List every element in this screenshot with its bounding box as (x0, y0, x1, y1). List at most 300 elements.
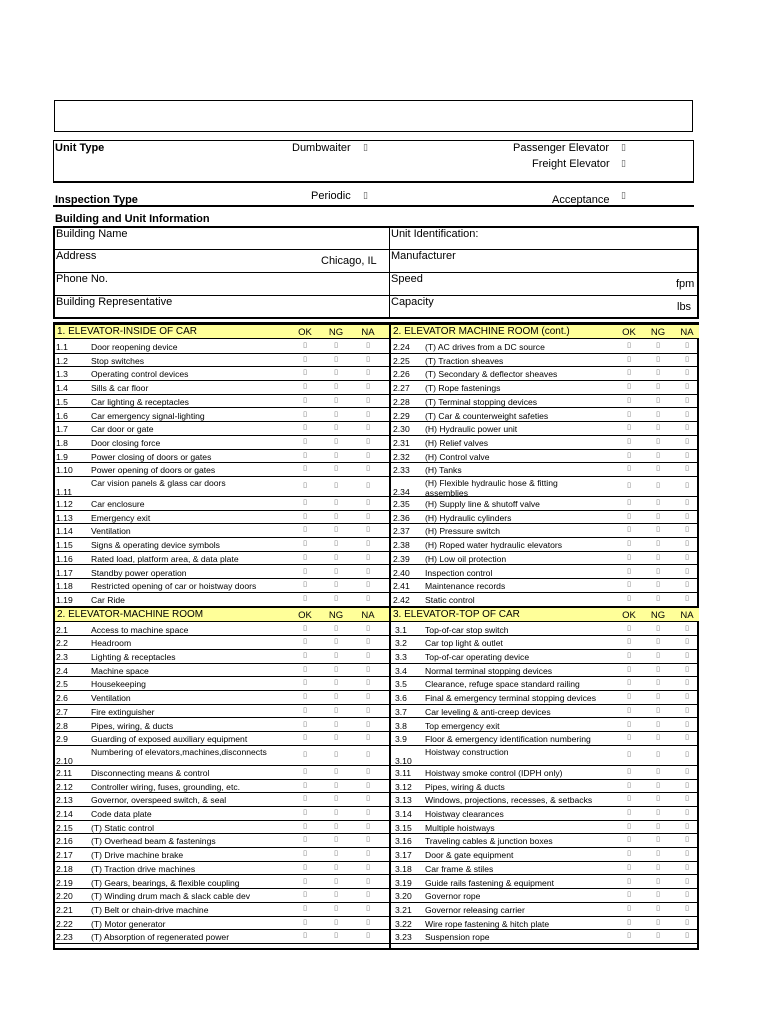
ok-checkbox[interactable]: ▯ (303, 719, 307, 728)
item-description: Lighting & receptacles (91, 652, 176, 662)
na-checkbox[interactable]: ▯ (366, 354, 370, 363)
ng-checkbox[interactable]: ▯ (334, 664, 338, 673)
ok-checkbox[interactable]: ▯ (303, 651, 307, 659)
ok-checkbox[interactable]: ▯ (627, 794, 631, 803)
na-checkbox[interactable]: ▯ (366, 903, 370, 912)
ok-checkbox[interactable]: ▯ (303, 780, 307, 789)
na-checkbox[interactable]: ▯ (685, 423, 689, 432)
ok-checkbox[interactable]: ▯ (627, 862, 631, 871)
ng-checkbox[interactable]: ▯ (656, 511, 660, 520)
ok-checkbox[interactable]: ▯ (627, 917, 631, 926)
na-checkbox[interactable]: ▯ (685, 368, 689, 377)
ng-checkbox[interactable]: ▯ (334, 436, 338, 445)
na-checkbox[interactable]: ▯ (366, 423, 370, 432)
ok-checkbox[interactable]: ▯ (627, 566, 631, 575)
ok-checkbox[interactable]: ▯ (303, 862, 307, 871)
item-description: Numbering of elevators,machines,disconnects (91, 746, 267, 757)
ok-checkbox[interactable]: ▯ (627, 719, 631, 728)
item-number: 3.18 (395, 863, 412, 874)
ng-checkbox[interactable]: ▯ (334, 876, 338, 885)
item-number: 2.32 (393, 451, 410, 462)
ng-checkbox[interactable]: ▯ (656, 678, 660, 687)
na-checkbox[interactable]: ▯ (366, 780, 370, 789)
na-checkbox[interactable]: ▯ (366, 766, 370, 775)
na-checkbox[interactable]: ▯ (366, 368, 370, 377)
ok-checkbox[interactable]: ▯ (303, 464, 307, 473)
ng-checkbox[interactable]: ▯ (334, 794, 338, 803)
na-checkbox[interactable]: ▯ (685, 539, 689, 548)
na-checkbox[interactable]: ▯ (685, 566, 689, 575)
ng-checkbox[interactable]: ▯ (656, 637, 660, 646)
section-header-left-1 (55, 324, 389, 339)
na-checkbox[interactable]: ▯ (366, 794, 370, 803)
item-number: 2.27 (393, 383, 410, 394)
ng-checkbox[interactable]: ▯ (334, 539, 338, 548)
na-checkbox[interactable]: ▯ (685, 890, 689, 899)
ng-checkbox[interactable]: ▯ (656, 623, 660, 632)
na-checkbox[interactable]: ▯ (366, 733, 370, 742)
ok-checkbox[interactable]: ▯ (303, 623, 307, 632)
ng-checkbox[interactable]: ▯ (334, 382, 338, 391)
periodic-checkbox[interactable]: ▯ (363, 191, 368, 201)
ok-checkbox[interactable]: ▯ (303, 766, 307, 775)
na-checkbox[interactable]: ▯ (366, 481, 370, 489)
ok-checkbox[interactable]: ▯ (627, 382, 631, 391)
checklist-row (55, 677, 389, 691)
ng-checkbox[interactable]: ▯ (334, 464, 338, 473)
na-checkbox[interactable]: ▯ (685, 780, 689, 789)
freight-elevator-label: Freight Elevator (532, 158, 610, 170)
ok-checkbox[interactable]: ▯ (627, 464, 631, 473)
info-row-divider (55, 272, 697, 273)
ok-checkbox[interactable]: ▯ (303, 733, 307, 742)
item-number: 3.22 (395, 918, 412, 929)
item-description: Sills & car floor (91, 383, 149, 394)
na-checkbox[interactable]: ▯ (685, 525, 689, 534)
ng-checkbox[interactable]: ▯ (656, 436, 660, 445)
checklist-grid (53, 322, 699, 950)
ok-checkbox[interactable]: ▯ (627, 580, 631, 589)
ng-checkbox[interactable]: ▯ (334, 766, 338, 775)
na-checkbox[interactable]: ▯ (685, 409, 689, 418)
ok-checkbox[interactable]: ▯ (627, 395, 631, 404)
na-checkbox[interactable]: ▯ (685, 719, 689, 728)
address-field[interactable]: Address (56, 250, 97, 262)
ok-checkbox[interactable]: ▯ (303, 664, 307, 673)
item-number: 1.1 (56, 342, 68, 352)
building-representative-field[interactable]: Building Representative (56, 296, 173, 308)
ok-checkbox[interactable]: ▯ (627, 498, 631, 506)
na-checkbox[interactable]: ▯ (366, 835, 370, 844)
na-checkbox[interactable]: ▯ (685, 705, 689, 714)
checklist-row (391, 746, 699, 766)
ok-checkbox[interactable]: ▯ (627, 808, 631, 816)
ok-checkbox[interactable]: ▯ (627, 623, 631, 632)
na-checkbox[interactable]: ▯ (685, 593, 689, 602)
ng-checkbox[interactable]: ▯ (334, 733, 338, 742)
ok-checkbox[interactable]: ▯ (303, 580, 307, 589)
ok-checkbox[interactable]: ▯ (303, 511, 307, 520)
item-number: 2.5 (56, 679, 68, 690)
na-checkbox[interactable]: ▯ (366, 692, 370, 701)
na-checkbox[interactable]: ▯ (366, 450, 370, 459)
ng-checkbox[interactable]: ▯ (656, 849, 660, 858)
na-checkbox[interactable]: ▯ (685, 931, 689, 940)
unit-identification-field[interactable]: Unit Identification: (391, 228, 479, 240)
na-checkbox[interactable]: ▯ (366, 382, 370, 391)
ok-checkbox[interactable]: ▯ (303, 749, 307, 758)
ok-checkbox[interactable]: ▯ (303, 525, 307, 534)
ok-checkbox[interactable]: ▯ (627, 637, 631, 646)
ok-checkbox[interactable]: ▯ (627, 749, 631, 758)
ng-checkbox[interactable]: ▯ (656, 862, 660, 871)
ng-checkbox[interactable]: ▯ (656, 409, 660, 418)
ok-checkbox[interactable]: ▯ (303, 794, 307, 803)
na-checkbox[interactable]: ▯ (685, 821, 689, 830)
item-number: 3.13 (395, 795, 412, 806)
ok-checkbox[interactable]: ▯ (303, 593, 307, 602)
na-checkbox[interactable]: ▯ (366, 580, 370, 589)
ng-checkbox[interactable]: ▯ (334, 780, 338, 789)
ng-checkbox[interactable]: ▯ (656, 498, 660, 506)
freight-elevator-checkbox[interactable]: ▯ (621, 159, 626, 169)
ok-checkbox[interactable]: ▯ (303, 368, 307, 377)
ng-checkbox[interactable]: ▯ (656, 566, 660, 575)
na-checkbox[interactable]: ▯ (366, 821, 370, 830)
na-checkbox[interactable]: ▯ (366, 464, 370, 473)
ok-checkbox[interactable]: ▯ (303, 678, 307, 687)
ng-checkbox[interactable]: ▯ (656, 821, 660, 830)
ok-checkbox[interactable]: ▯ (627, 890, 631, 899)
ok-checkbox[interactable]: ▯ (627, 931, 631, 940)
ok-checkbox[interactable]: ▯ (627, 678, 631, 687)
ng-checkbox[interactable]: ▯ (334, 890, 338, 899)
ng-checkbox[interactable]: ▯ (656, 808, 660, 816)
na-checkbox[interactable]: ▯ (685, 637, 689, 646)
ng-checkbox[interactable]: ▯ (656, 382, 660, 391)
na-checkbox[interactable]: ▯ (366, 705, 370, 714)
na-checkbox[interactable]: ▯ (685, 835, 689, 844)
na-checkbox[interactable]: ▯ (685, 849, 689, 858)
na-checkbox[interactable]: ▯ (366, 849, 370, 858)
ok-checkbox[interactable]: ▯ (627, 766, 631, 775)
ng-checkbox[interactable]: ▯ (334, 409, 338, 418)
ng-checkbox[interactable]: ▯ (334, 749, 338, 758)
ng-checkbox[interactable]: ▯ (656, 525, 660, 534)
ng-checkbox[interactable]: ▯ (334, 931, 338, 940)
ng-checkbox[interactable]: ▯ (334, 678, 338, 687)
ok-checkbox[interactable]: ▯ (627, 651, 631, 659)
na-checkbox[interactable]: ▯ (685, 498, 689, 506)
na-checkbox[interactable]: ▯ (366, 719, 370, 728)
ng-checkbox[interactable]: ▯ (334, 580, 338, 589)
ok-checkbox[interactable]: ▯ (303, 382, 307, 391)
ng-checkbox[interactable]: ▯ (656, 876, 660, 885)
ng-checkbox[interactable]: ▯ (334, 423, 338, 432)
ok-checkbox[interactable]: ▯ (627, 341, 631, 349)
ok-checkbox[interactable]: ▯ (627, 705, 631, 714)
ng-checkbox[interactable]: ▯ (334, 917, 338, 926)
dumbwaiter-checkbox[interactable]: ▯ (363, 143, 368, 153)
na-checkbox[interactable]: ▯ (366, 511, 370, 520)
checklist-row (55, 807, 389, 821)
checklist-row (391, 450, 699, 464)
na-checkbox[interactable]: ▯ (366, 409, 370, 418)
item-number: 1.2 (56, 355, 68, 366)
na-checkbox[interactable]: ▯ (685, 917, 689, 926)
ok-checkbox[interactable]: ▯ (627, 692, 631, 701)
na-checkbox[interactable]: ▯ (685, 862, 689, 871)
ng-checkbox[interactable]: ▯ (656, 780, 660, 789)
na-checkbox[interactable]: ▯ (685, 341, 689, 349)
na-checkbox[interactable]: ▯ (685, 651, 689, 659)
ok-checkbox[interactable]: ▯ (627, 780, 631, 789)
na-checkbox[interactable]: ▯ (366, 539, 370, 548)
checklist-row (391, 650, 699, 664)
ng-checkbox[interactable]: ▯ (334, 566, 338, 575)
na-checkbox[interactable]: ▯ (366, 917, 370, 926)
ok-checkbox[interactable]: ▯ (627, 849, 631, 858)
na-checkbox[interactable]: ▯ (366, 862, 370, 871)
ok-checkbox[interactable]: ▯ (303, 890, 307, 899)
na-checkbox[interactable]: ▯ (685, 450, 689, 459)
ok-checkbox[interactable]: ▯ (303, 423, 307, 432)
ng-checkbox[interactable]: ▯ (334, 525, 338, 534)
ok-checkbox[interactable]: ▯ (627, 903, 631, 912)
ng-checkbox[interactable]: ▯ (656, 464, 660, 473)
ng-checkbox[interactable]: ▯ (656, 664, 660, 673)
section-title: 3. ELEVATOR-TOP OF CAR (393, 608, 520, 620)
building-name-field[interactable]: Building Name (56, 228, 128, 240)
ng-checkbox[interactable]: ▯ (334, 849, 338, 858)
item-description: Power closing of doors or gates (91, 451, 212, 462)
na-checkbox[interactable]: ▯ (366, 637, 370, 646)
na-checkbox[interactable]: ▯ (685, 481, 689, 489)
ok-checkbox[interactable]: ▯ (303, 566, 307, 575)
na-checkbox[interactable]: ▯ (685, 766, 689, 775)
item-number: 2.21 (56, 904, 73, 915)
na-checkbox[interactable]: ▯ (685, 733, 689, 742)
ng-checkbox[interactable]: ▯ (334, 395, 338, 404)
ok-checkbox[interactable]: ▯ (303, 409, 307, 418)
na-checkbox[interactable]: ▯ (685, 808, 689, 816)
ng-checkbox[interactable]: ▯ (334, 692, 338, 701)
na-checkbox[interactable]: ▯ (366, 552, 370, 561)
na-checkbox[interactable]: ▯ (685, 903, 689, 912)
ng-checkbox[interactable]: ▯ (334, 498, 338, 506)
na-checkbox[interactable]: ▯ (366, 436, 370, 445)
ng-checkbox[interactable]: ▯ (656, 749, 660, 758)
ng-checkbox[interactable]: ▯ (334, 862, 338, 871)
ok-checkbox[interactable]: ▯ (303, 821, 307, 830)
ok-checkbox[interactable]: ▯ (303, 436, 307, 445)
ok-checkbox[interactable]: ▯ (303, 835, 307, 844)
na-checkbox[interactable]: ▯ (685, 511, 689, 520)
ng-checkbox[interactable]: ▯ (334, 651, 338, 659)
ok-checkbox[interactable]: ▯ (627, 835, 631, 844)
ok-checkbox[interactable]: ▯ (627, 511, 631, 520)
item-description: Multiple hoistways (425, 822, 495, 833)
ng-checkbox[interactable]: ▯ (656, 692, 660, 701)
ok-checkbox[interactable]: ▯ (627, 552, 631, 561)
na-checkbox[interactable]: ▯ (366, 664, 370, 673)
item-number: 2.13 (56, 795, 73, 806)
item-description: Stop switches (91, 355, 145, 366)
na-checkbox[interactable]: ▯ (366, 678, 370, 687)
ok-checkbox[interactable]: ▯ (303, 931, 307, 940)
ok-checkbox[interactable]: ▯ (303, 705, 307, 714)
ng-checkbox[interactable]: ▯ (334, 481, 338, 489)
acceptance-checkbox[interactable]: ▯ (621, 191, 626, 201)
ng-checkbox[interactable]: ▯ (656, 931, 660, 940)
na-checkbox[interactable]: ▯ (685, 664, 689, 673)
ok-checkbox[interactable]: ▯ (627, 593, 631, 602)
ng-checkbox[interactable]: ▯ (334, 719, 338, 728)
ng-checkbox[interactable]: ▯ (656, 450, 660, 459)
na-checkbox[interactable]: ▯ (366, 623, 370, 632)
capacity-field[interactable]: Capacity (391, 296, 434, 308)
ng-checkbox[interactable]: ▯ (656, 395, 660, 404)
ng-checkbox[interactable]: ▯ (656, 539, 660, 548)
ok-checkbox[interactable]: ▯ (303, 903, 307, 912)
ok-checkbox[interactable]: ▯ (627, 525, 631, 534)
ng-checkbox[interactable]: ▯ (334, 835, 338, 844)
ok-checkbox[interactable]: ▯ (303, 552, 307, 561)
na-checkbox[interactable]: ▯ (685, 623, 689, 632)
na-checkbox[interactable]: ▯ (685, 580, 689, 589)
ng-checkbox[interactable]: ▯ (334, 623, 338, 632)
na-checkbox[interactable]: ▯ (366, 651, 370, 659)
ng-checkbox[interactable]: ▯ (656, 766, 660, 775)
ng-checkbox[interactable]: ▯ (656, 481, 660, 489)
ng-checkbox[interactable]: ▯ (656, 580, 660, 589)
ok-checkbox[interactable]: ▯ (627, 423, 631, 432)
checklist-row (55, 650, 389, 664)
ng-checkbox[interactable]: ▯ (656, 651, 660, 659)
ng-checkbox[interactable]: ▯ (334, 354, 338, 363)
ok-checkbox[interactable]: ▯ (303, 481, 307, 489)
ok-checkbox[interactable]: ▯ (303, 808, 307, 816)
ok-checkbox[interactable]: ▯ (303, 539, 307, 548)
ok-checkbox[interactable]: ▯ (627, 368, 631, 377)
passenger-elevator-checkbox[interactable]: ▯ (621, 143, 626, 153)
na-checkbox[interactable]: ▯ (685, 692, 689, 701)
phone-field[interactable]: Phone No. (56, 273, 108, 285)
na-checkbox[interactable]: ▯ (685, 678, 689, 687)
na-checkbox[interactable]: ▯ (366, 876, 370, 885)
ng-checkbox[interactable]: ▯ (656, 423, 660, 432)
ok-checkbox[interactable]: ▯ (303, 876, 307, 885)
ok-checkbox[interactable]: ▯ (627, 876, 631, 885)
ng-checkbox[interactable]: ▯ (656, 835, 660, 844)
na-checkbox[interactable]: ▯ (366, 525, 370, 534)
ok-checkbox[interactable]: ▯ (627, 821, 631, 830)
ok-checkbox[interactable]: ▯ (303, 341, 307, 349)
ok-checkbox[interactable]: ▯ (303, 917, 307, 926)
ng-checkbox[interactable]: ▯ (334, 511, 338, 520)
ok-checkbox[interactable]: ▯ (627, 436, 631, 445)
item-description: Pipes, wiring & ducts (425, 781, 505, 792)
ng-checkbox[interactable]: ▯ (334, 821, 338, 830)
item-number: 1.15 (56, 540, 73, 551)
na-checkbox[interactable]: ▯ (685, 794, 689, 803)
ok-checkbox[interactable]: ▯ (627, 481, 631, 489)
ok-checkbox[interactable]: ▯ (303, 498, 307, 506)
na-checkbox[interactable]: ▯ (685, 552, 689, 561)
ng-checkbox[interactable]: ▯ (656, 354, 660, 363)
ng-checkbox[interactable]: ▯ (656, 903, 660, 912)
ng-checkbox[interactable]: ▯ (656, 719, 660, 728)
item-description: (T) Secondary & deflector sheaves (425, 369, 558, 380)
ng-checkbox[interactable]: ▯ (334, 341, 338, 349)
ok-checkbox[interactable]: ▯ (627, 354, 631, 363)
na-checkbox[interactable]: ▯ (685, 436, 689, 445)
ng-checkbox[interactable]: ▯ (656, 890, 660, 899)
ng-checkbox[interactable]: ▯ (334, 637, 338, 646)
speed-field[interactable]: Speed (391, 273, 423, 285)
na-checkbox[interactable]: ▯ (366, 931, 370, 940)
na-checkbox[interactable]: ▯ (366, 593, 370, 602)
ng-checkbox[interactable]: ▯ (656, 917, 660, 926)
ok-checkbox[interactable]: ▯ (303, 637, 307, 646)
ng-checkbox[interactable]: ▯ (334, 903, 338, 912)
na-checkbox[interactable]: ▯ (685, 382, 689, 391)
ng-checkbox[interactable]: ▯ (334, 552, 338, 561)
ng-checkbox[interactable]: ▯ (334, 705, 338, 714)
ok-checkbox[interactable]: ▯ (627, 409, 631, 418)
manufacturer-field[interactable]: Manufacturer (391, 250, 456, 262)
ng-checkbox[interactable]: ▯ (656, 733, 660, 742)
na-checkbox[interactable]: ▯ (685, 749, 689, 758)
ng-checkbox[interactable]: ▯ (656, 705, 660, 714)
ok-checkbox[interactable]: ▯ (303, 395, 307, 404)
ng-checkbox[interactable]: ▯ (656, 552, 660, 561)
na-checkbox[interactable]: ▯ (366, 395, 370, 404)
checklist-row (55, 821, 389, 835)
item-description: (T) Winding drum mach & slack cable dev (91, 891, 251, 902)
ng-checkbox[interactable]: ▯ (656, 593, 660, 602)
ok-checkbox[interactable]: ▯ (627, 664, 631, 673)
item-description: (H) Supply line & shutoff valve (425, 499, 540, 509)
ok-checkbox[interactable]: ▯ (627, 733, 631, 742)
na-checkbox[interactable]: ▯ (366, 808, 370, 816)
item-number: 3.23 (395, 932, 412, 943)
na-checkbox[interactable]: ▯ (366, 749, 370, 758)
ok-checkbox[interactable]: ▯ (303, 450, 307, 459)
ok-checkbox[interactable]: ▯ (627, 539, 631, 548)
ok-checkbox[interactable]: ▯ (627, 450, 631, 459)
ng-checkbox[interactable]: ▯ (656, 794, 660, 803)
checklist-row (55, 930, 389, 944)
na-checkbox[interactable]: ▯ (366, 890, 370, 899)
ng-checkbox[interactable]: ▯ (334, 368, 338, 377)
ng-checkbox[interactable]: ▯ (334, 593, 338, 602)
na-checkbox[interactable]: ▯ (685, 395, 689, 404)
ng-checkbox[interactable]: ▯ (656, 341, 660, 349)
ok-checkbox[interactable]: ▯ (303, 849, 307, 858)
ok-checkbox[interactable]: ▯ (303, 692, 307, 701)
ng-checkbox[interactable]: ▯ (334, 808, 338, 816)
ng-checkbox[interactable]: ▯ (334, 450, 338, 459)
na-checkbox[interactable]: ▯ (366, 566, 370, 575)
ok-checkbox[interactable]: ▯ (303, 354, 307, 363)
na-checkbox[interactable]: ▯ (685, 354, 689, 363)
ng-checkbox[interactable]: ▯ (656, 368, 660, 377)
na-checkbox[interactable]: ▯ (366, 498, 370, 506)
na-checkbox[interactable]: ▯ (685, 464, 689, 473)
na-checkbox[interactable]: ▯ (366, 341, 370, 349)
na-checkbox[interactable]: ▯ (685, 876, 689, 885)
